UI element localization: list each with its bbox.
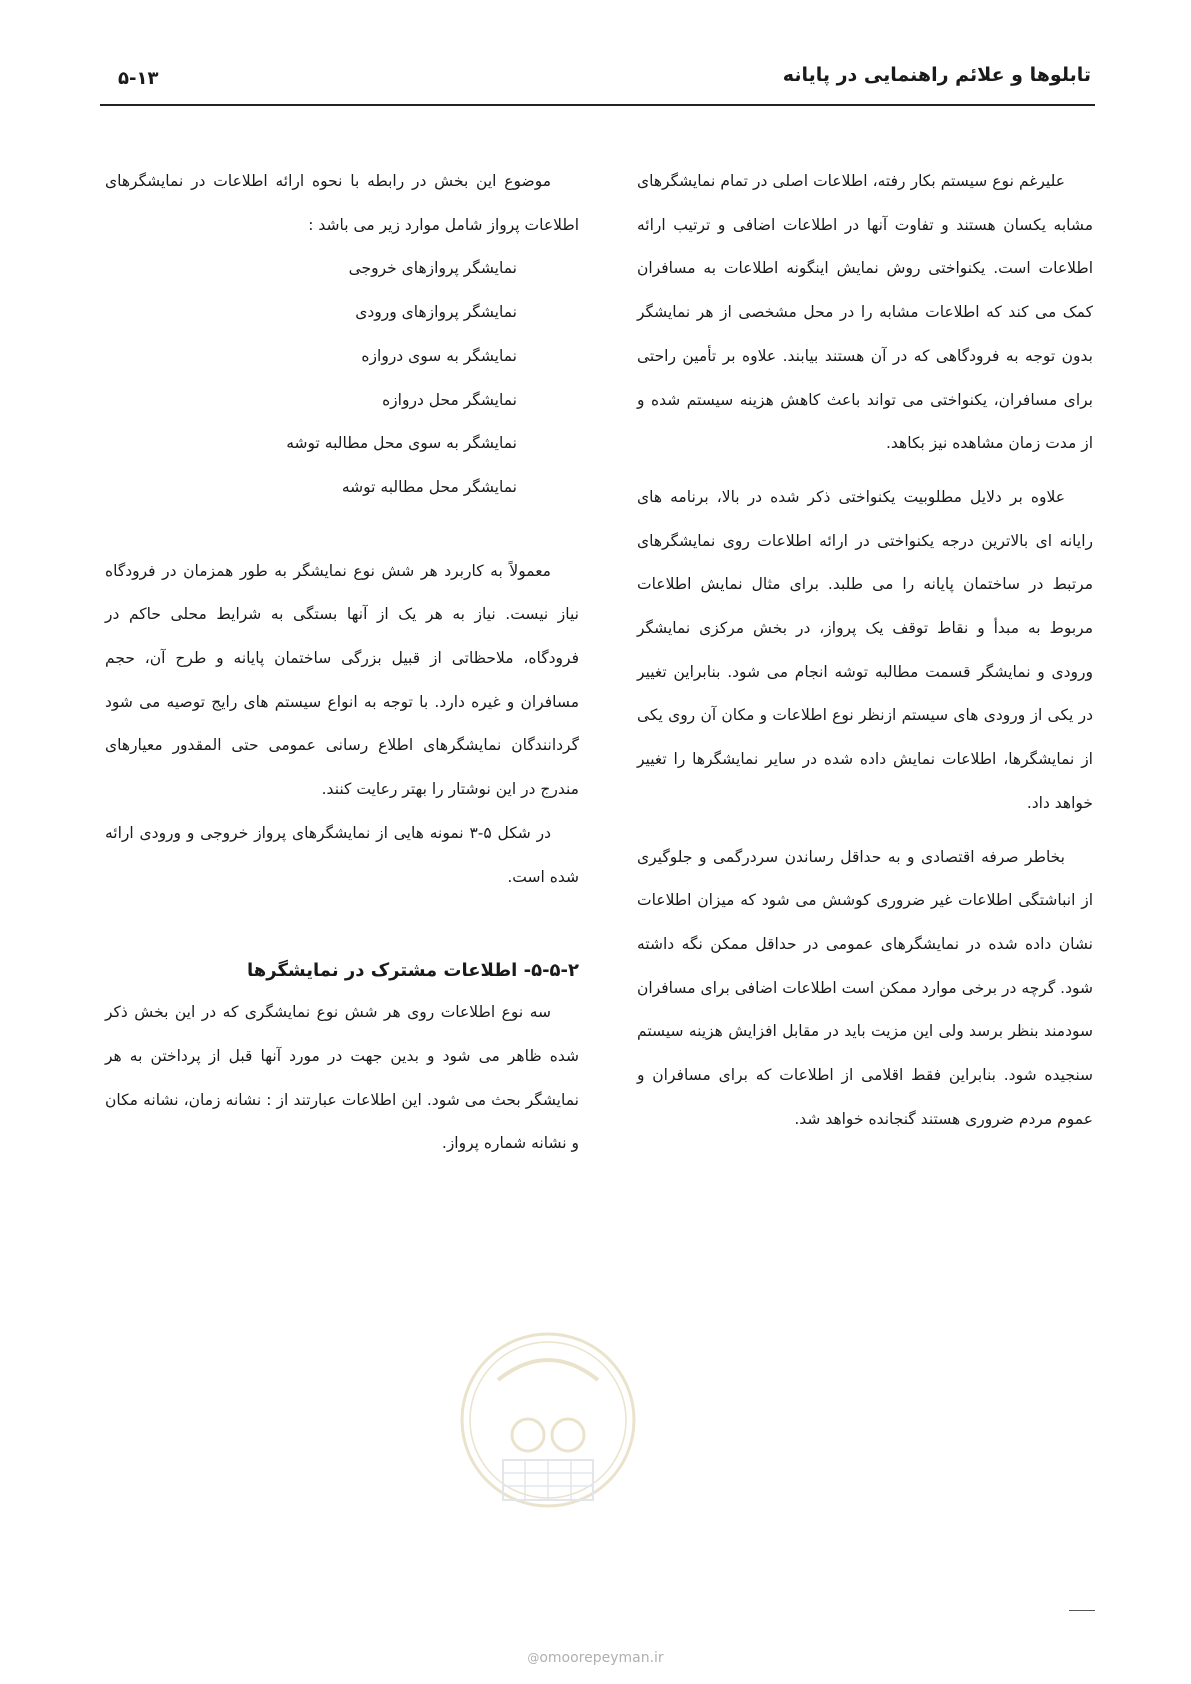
list-item: نمایشگر محل مطالبه توشه (341, 477, 517, 496)
right-column (637, 160, 1093, 1141)
list-item: نمایشگر به سوی محل مطالبه توشه (286, 434, 517, 453)
running-header-title: تابلوها و علائم راهنمایی در پایانه (782, 64, 1091, 86)
header-rule (100, 104, 1095, 106)
watermark-seal-icon (458, 1320, 638, 1520)
page-number: ۵-۱۳ (118, 68, 159, 89)
left-column (105, 160, 579, 1166)
watermark-site-text: omoorepeyman.ir (539, 1650, 664, 1666)
watermark-url (0, 1650, 1191, 1666)
paragraph: علاوه بر دلایل مطلوبیت یکنواختی ذکر شده در بالا، برنامه های رایانه ای بالاترین درجه یکنواختی در ارائه اطلاعات روی نمایشگرهای مرتبط در ساختمان پایانه را می طلبد. برای مثال نمایش اطلاعات مربوط به مبدأ و نقاط توقف یک پرواز، در بخش مرکزی نمایشگر ورودی و نمایشگر قسمت مطالبه توشه انجام می شود. بنابراین تغییر در یکی از ورودی های سیستم ازنظر نوع اطلاعات و مکان آن روی یکی از نمایشگرها، اطلاعات نمایش داده شده در سایر نمایشگرها را تغییر خواهد داد. (637, 487, 1093, 812)
intro-paragraph: موضوع این بخش در رابطه با نحوه ارائه اطلاعات در نمایشگرهای اطلاعات پرواز شامل موارد زیر می باشد : (105, 172, 579, 234)
paragraph: علیرغم نوع سیستم بکار رفته، اطلاعات اصلی در تمام نمایشگرهای مشابه یکسان هستند و تفاوت آنها در اطلاعات اضافی و ترتیب ارائه اطلاعات است. یکنواختی روش نمایش اینگونه اطلاعات به مسافران کمک می کند که اطلاعات مشابه را در محل مشخصی از هر نمایشگر بدون توجه به فرودگاهی که در آن هستند بیابند. علاوه بر تأمین راحتی برای مسافران، یکنواختی می تواند باعث کاهش هزینه سیستم شده و از مدت زمان مشاهده نیز بکاهد. (637, 172, 1093, 453)
paragraph: معمولاً به کاربرد هر شش نوع نمایشگر به طور همزمان در فرودگاه نیاز نیست. نیاز به هر یک از آنها بستگی به شرایط محلی حاکم در فرودگاه، ملاحظاتی از قبیل بزرگی ساختمان پایانه و طرح آن، حجم مسافران و غیره دارد. با توجه به انواع سیستم های رایج توصیه می شود گردانندگان نمایشگرهای اطلاع رسانی عمومی حتی المقدور معیارهای مندرج در این نوشتار را بهتر رعایت کنند. (105, 561, 579, 799)
list-item: نمایشگر محل دروازه (382, 390, 517, 409)
list-item: نمایشگر به سوی دروازه (361, 346, 517, 365)
at-icon: @ (527, 1651, 540, 1665)
section-heading: ۵-۵-۲- اطلاعات مشترک در نمایشگرها (247, 960, 579, 982)
display-types-list (105, 247, 579, 509)
paragraph: بخاطر صرفه اقتصادی و به حداقل رساندن سردرگمی و جلوگیری از انباشتگی اطلاعات غیر ضروری کوشش می شود که میزان اطلاعات نشان داده شده در نمایشگرهای عمومی در حداقل ممکن نگه داشته شود. گرچه در برخی موارد ممکن است اطلاعات اضافی برای مسافران سودمند بنظر برسد ولی این مزیت باید در مقابل افزایش هزینه سیستم سنجیده شود. بنابراین فقط اقلامی از اطلاعات که برای مسافران و عموم مردم ضروری هستند گنجانده خواهد شد. (637, 847, 1093, 1128)
paragraph: در شکل ۵-۳ نمونه هایی از نمایشگرهای پرواز خروجی و ورودی ارائه شده است. (105, 823, 579, 886)
list-item: نمایشگر پروازهای ورودی (355, 303, 517, 322)
list-item: نمایشگر پروازهای خروجی (348, 259, 517, 278)
corner-mark (1069, 1610, 1095, 1611)
paragraph: سه نوع اطلاعات روی هر شش نوع نمایشگری که در این بخش ذکر شده ظاهر می شود و بدین جهت در مورد آنها قبل از پرداختن به هر نمایشگر بحث می شود. این اطلاعات عبارتند از : نشانه زمان، نشانه مکان و نشانه شماره پرواز. (105, 1003, 579, 1153)
